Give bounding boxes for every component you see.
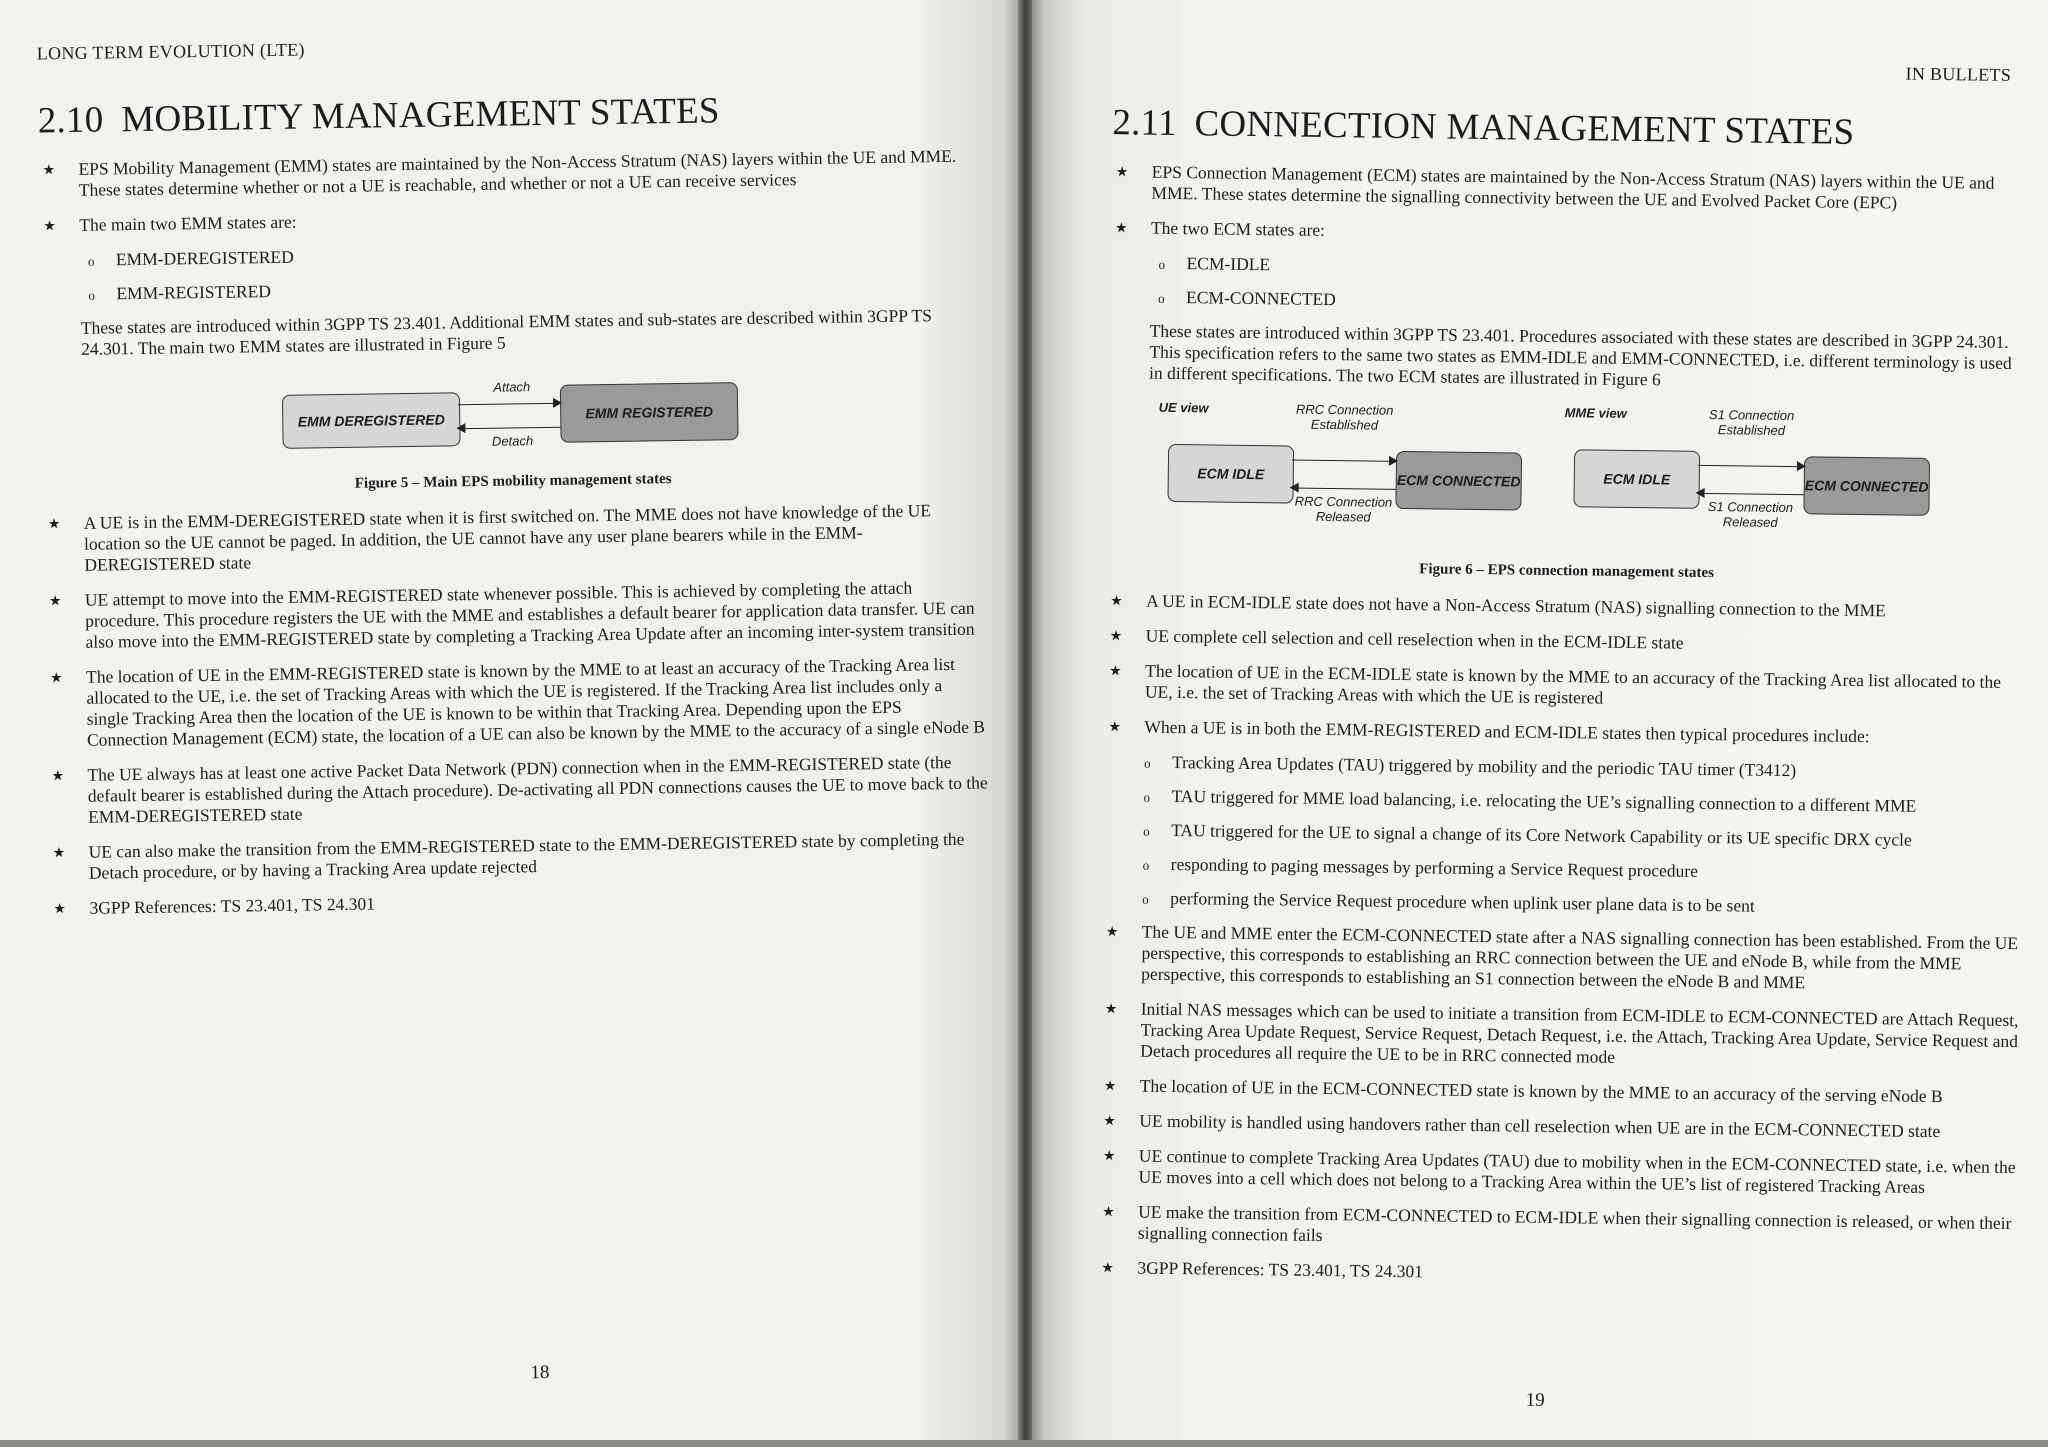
left-body [38, 146, 989, 934]
sub-bullet-item: o Tracking Area Updates (TAU) triggered by mobility and the periodic TAU timer (T3412) [1143, 752, 1797, 781]
sub-bullet-item: o EMM-REGISTERED [40, 270, 980, 305]
bullet-item: ★ The two ECM states are: [1114, 217, 1326, 240]
sub-bullet-item: o TAU triggered for the UE to signal a change of its Core Network Capability or its UE specific DRX cycle [1143, 819, 1912, 850]
section-title-text: MOBILITY MANAGEMENT STATES [121, 90, 720, 141]
right-body [1097, 161, 2032, 1304]
detach-arrow [458, 427, 560, 430]
section-number: 2.11 [1112, 102, 1177, 145]
book-spine [1018, 0, 1032, 1447]
star-bullet-icon: ★ [1104, 1002, 1118, 1018]
ue-ecm-connected-box: ECM CONNECTED [1395, 451, 1522, 511]
circle-bullet-icon: o [1142, 857, 1150, 873]
mme-ecm-connected-box: ECM CONNECTED [1803, 456, 1930, 516]
bullet-item: ★ The UE always has at least one active Packet Data Network (PDN) connection when in the EMM-REGISTERED state (the default bearer is established during the Attach procedure). De-activating all PDN connections causes the UE to move back to the EMM-DEREGISTERED state [51, 751, 988, 827]
bullet-item: ★ UE mobility is handled using handovers rather than cell reselection when UE are in the ECM-CONNECTED state [1103, 1110, 1941, 1142]
ue-ecm-idle-box: ECM IDLE [1167, 444, 1294, 504]
emm-state-diagram [42, 358, 983, 468]
bullet-item: ★ UE can also make the transition from the EMM-REGISTERED state to the EMM-DEREGISTERED state by completing the Detach procedure, or by having a Tracking Area update rejected [52, 828, 965, 883]
section-title-text: CONNECTION MANAGEMENT STATES [1194, 103, 1855, 153]
bullet-item: ★ The location of UE in the ECM-CONNECTED state is known by the MME to an accuracy of the serving eNode B [1103, 1075, 1943, 1107]
emm-registered-box: EMM REGISTERED [560, 382, 739, 443]
section-title [37, 89, 719, 142]
emm-deregistered-box: EMM DEREGISTERED [282, 392, 461, 449]
attach-arrow [458, 403, 560, 406]
section-number: 2.10 [37, 99, 104, 142]
star-bullet-icon: ★ [1109, 664, 1122, 680]
s1-established-arrow [1698, 465, 1804, 467]
right-page [1024, 0, 2048, 1447]
circle-bullet-icon: o [1142, 891, 1149, 907]
star-bullet-icon: ★ [1102, 1205, 1115, 1221]
figure-caption: Figure 5 – Main EPS mobility management states [354, 471, 672, 492]
bullet-item: ★ Initial NAS messages which can be used to initiate a transition from ECM-IDLE to ECM-CONNECTED are Attach Request, Tracking Area Update Request, Service Request, Detach Request, i.e. the Attach, Tracking Area Update, Service Request and Detach procedures all require the UE to be in RRC connected mode [1104, 998, 2019, 1067]
running-head: LONG TERM EVOLUTION (LTE) [36, 39, 305, 64]
running-head: IN BULLETS [1905, 63, 2012, 85]
intro-paragraph: These states are introduced within 3GPP TS 23.401. Procedures associated with these states are described in 3GPP 24.301. This specification refers to the same two states as EMM-IDLE and EMM-CONNECTED, i.e. different terminology is used in different specifications. The two ECM states are illustrated in Figure 6 [1149, 320, 2012, 390]
mme-view-title: MME view [1564, 405, 1627, 421]
sub-bullet-item: o ECM-CONNECTED [1158, 287, 1336, 310]
star-bullet-icon: ★ [42, 163, 56, 179]
ecm-state-diagram [1107, 395, 2029, 557]
star-bullet-icon: ★ [1114, 221, 1128, 237]
star-bullet-icon: ★ [43, 219, 57, 235]
s1-established-label: S1 Connection Established [1708, 407, 1795, 438]
circle-bullet-icon: o [1143, 755, 1151, 771]
bullet-item: ★ The location of UE in the ECM-IDLE state is known by the MME to an accuracy of the Tracking Area list allocated to the UE, i.e. the set of Tracking Areas with which the UE is registered [1109, 660, 2002, 708]
star-bullet-icon: ★ [1110, 594, 1123, 610]
star-bullet-icon: ★ [1115, 165, 1129, 181]
star-bullet-icon: ★ [47, 517, 61, 533]
sub-bullet-item: o performing the Service Request procedure when uplink user plane data is to be sent [1142, 887, 1755, 916]
sub-bullet-item: o TAU triggered for MME load balancing, i.e. relocating the UE’s signalling connection to a different MME [1143, 786, 1917, 816]
circle-bullet-icon: o [1143, 823, 1150, 839]
star-bullet-icon: ★ [1105, 925, 1119, 941]
star-bullet-icon: ★ [1101, 1261, 1115, 1277]
rrc-established-label: RRC Connection Established [1295, 401, 1394, 433]
star-bullet-icon: ★ [49, 671, 63, 687]
star-bullet-icon: ★ [48, 594, 62, 610]
page-number: 19 [1525, 1389, 1545, 1411]
detach-label: Detach [491, 433, 534, 449]
star-bullet-icon: ★ [52, 846, 66, 862]
rrc-released-label: RRC Connection Released [1294, 493, 1393, 525]
bullet-item: ★ UE continue to complete Tracking Area Updates (TAU) due to mobility when in the ECM-CONNECTED state, i.e. when the UE moves into a cell which does not belong to a Tracking Area within the UE’s list of registered Tracking Areas [1102, 1145, 2016, 1197]
right-page-content [1024, 0, 2048, 1447]
star-bullet-icon: ★ [1103, 1114, 1116, 1130]
bullet-item: ★ UE make the transition from ECM-CONNECTED to ECM-IDLE when their signalling connection is released, or when their signalling connection fails [1102, 1201, 2012, 1246]
rrc-released-arrow [1292, 488, 1396, 490]
bullet-item: ★ The UE and MME enter the ECM-CONNECTED state after a NAS signalling connection has been established. From the UE perspective, this corresponds to establishing an RRC connection between the UE and eNode B, while from the MME perspective, this corresponds to establishing an S1 connection between the eNode B and MME [1105, 921, 2019, 993]
bullet-item: ★ EPS Connection Management (ECM) states are maintained by the Non-Access Stratum (NAS) layers within the UE and MME. These states determine the signalling connectivity between the UE and Evolved Packet Core (EPC) [1115, 161, 1995, 213]
star-bullet-icon: ★ [53, 902, 67, 918]
s1-released-label: S1 Connection Released [1707, 498, 1794, 530]
bullet-item: ★ The location of UE in the EMM-REGISTERED state is known by the MME to at least an accuracy of the Tracking Area list allocated to the UE, i.e. the set of Tracking Areas with which the UE is registered. If the Tracking Area list includes only a single Tracking Area then the location of the UE is known to be within that Tracking Area. Depending upon the EPS Connection Management (ECM) state, the location of a UE can also be known by the MME to the accuracy of a single eNode B [49, 653, 986, 750]
bullet-item: ★ When a UE is in both the EMM-REGISTERED and ECM-IDLE states then typical procedures include: [1108, 716, 1870, 747]
figure-caption: Figure 6 – EPS connection management states [1419, 561, 1715, 582]
rrc-established-arrow [1292, 460, 1396, 462]
intro-paragraph: These states are introduced within 3GPP TS 23.401. Additional EMM states and sub-states are described within 3GPP TS 24.301. The main two EMM states are illustrated in Figure 5 [80, 305, 933, 359]
circle-bullet-icon: o [1143, 789, 1151, 805]
bullet-item: ★ A UE is in the EMM-DEREGISTERED state when it is first switched on. The MME does not have knowledge of the UE location so the UE cannot be paged. In addition, the UE cannot have any user plane bearers while in the EMM-DEREGISTERED state [47, 500, 932, 575]
page-bottom-edge [0, 1440, 2048, 1447]
circle-bullet-icon: o [1158, 290, 1165, 306]
circle-bullet-icon: o [1158, 256, 1166, 272]
mme-ecm-idle-box: ECM IDLE [1573, 449, 1700, 509]
bullet-item: ★ 3GPP References: TS 23.401, TS 24.301 [1101, 1257, 1424, 1282]
ue-view-title: UE view [1158, 399, 1209, 416]
attach-label: Attach [493, 379, 531, 395]
star-bullet-icon: ★ [1102, 1149, 1116, 1165]
sub-bullet-item: o responding to paging messages by performing a Service Request procedure [1142, 853, 1699, 881]
bullet-item: ★ EPS Mobility Management (EMM) states are maintained by the Non-Access Stratum (NAS) layers within the UE and MME. These states determine whether or not a UE is reachable, and whether or not a UE can receive services [42, 145, 957, 200]
bullet-item: ★ UE complete cell selection and cell reselection when in the ECM-IDLE state [1109, 625, 1684, 653]
bullet-item: ★ 3GPP References: TS 23.401, TS 24.301 [49, 884, 989, 919]
star-bullet-icon: ★ [1109, 629, 1123, 645]
s1-released-arrow [1698, 493, 1804, 495]
star-bullet-icon: ★ [1103, 1079, 1117, 1095]
bullet-item: ★ The main two EMM states are: [39, 201, 979, 236]
page-number: 18 [530, 1362, 550, 1384]
bullet-item: ★ A UE in ECM-IDLE state does not have a Non-Access Stratum (NAS) signalling connection to the MME [1110, 590, 1886, 621]
circle-bullet-icon: o [88, 287, 95, 303]
sub-bullet-item: o ECM-IDLE [1158, 253, 1271, 275]
bullet-item: ★ UE attempt to move into the EMM-REGISTERED state whenever possible. This is achieved by completing the attach procedure. This procedure registers the UE with the MME and establishes a default bearer for application data transfer. UE can also move into the EMM-REGISTERED state by completing a Tracking Area Update after an incoming inter-system transition [48, 577, 975, 652]
section-title [1112, 101, 1854, 154]
sub-bullet-item: o EMM-DEREGISTERED [40, 236, 980, 271]
circle-bullet-icon: o [87, 253, 95, 269]
star-bullet-icon: ★ [1108, 720, 1122, 736]
star-bullet-icon: ★ [51, 769, 65, 785]
